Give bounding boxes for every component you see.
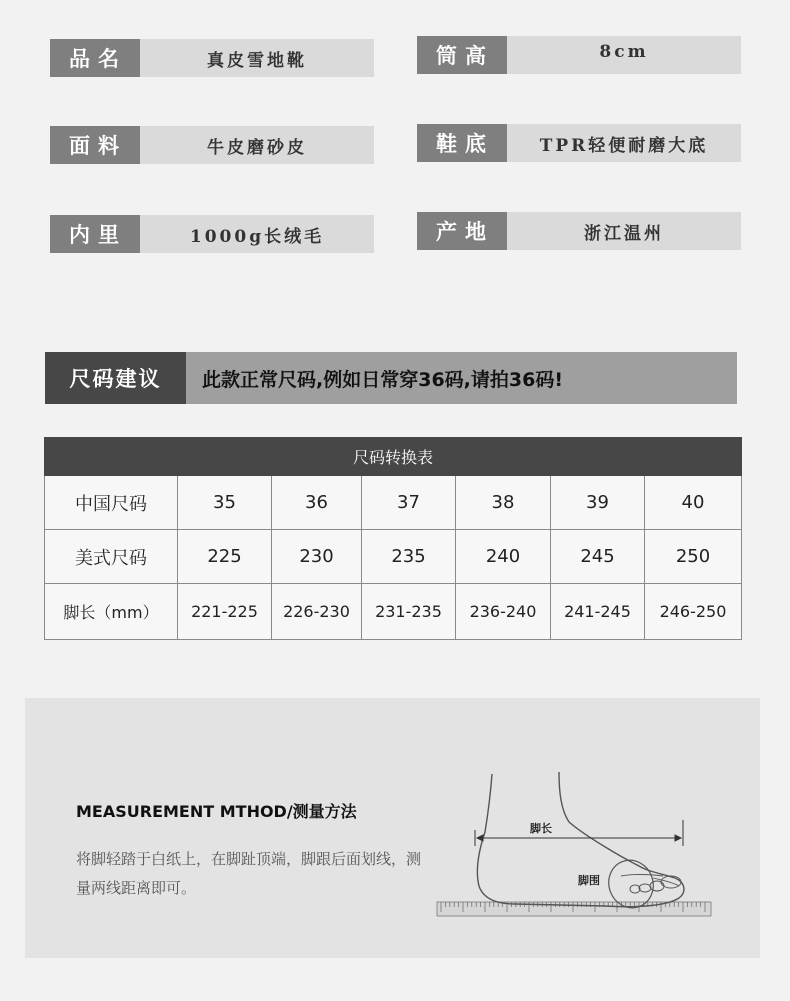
row-header: 脚长（mm） bbox=[45, 584, 178, 640]
spec-row-name bbox=[50, 39, 374, 77]
spec-row-shaft-height bbox=[417, 36, 741, 74]
measurement-title: MEASUREMENT MTHOD/测量方法 bbox=[76, 802, 357, 821]
table-cell: 225 bbox=[178, 530, 272, 584]
table-row bbox=[45, 530, 742, 584]
foot-measurement-illustration bbox=[435, 770, 715, 930]
spec-row-origin bbox=[417, 212, 741, 250]
spec-row-material bbox=[50, 126, 374, 164]
table-title: 尺码转换表 bbox=[45, 438, 742, 476]
spec-value: 1000g长绒毛 bbox=[140, 215, 374, 253]
table-cell: 231-235 bbox=[362, 584, 456, 640]
row-header: 美式尺码 bbox=[45, 530, 178, 584]
spec-value: 浙江温州 bbox=[507, 212, 741, 250]
spec-label: 品名 bbox=[50, 39, 140, 77]
size-advice-label: 尺码建议 bbox=[45, 352, 186, 404]
table-cell: 35 bbox=[178, 476, 272, 530]
table-cell: 245 bbox=[551, 530, 645, 584]
size-advice-text: 此款正常尺码,例如日常穿36码,请拍36码! bbox=[186, 352, 737, 404]
table-row bbox=[45, 584, 742, 640]
measurement-description: 将脚轻踏于白纸上，在脚趾顶端，脚跟后面划线，测量两线距离即可。 bbox=[76, 850, 422, 897]
table-cell: 39 bbox=[551, 476, 645, 530]
table-cell: 235 bbox=[362, 530, 456, 584]
table-cell: 230 bbox=[272, 530, 362, 584]
spec-label: 内里 bbox=[50, 215, 140, 253]
measurement-panel bbox=[25, 698, 760, 958]
spec-label: 产地 bbox=[417, 212, 507, 250]
table-cell: 241-245 bbox=[551, 584, 645, 640]
foot-length-label: 脚长 bbox=[530, 822, 552, 835]
table-cell: 240 bbox=[456, 530, 551, 584]
table-cell: 226-230 bbox=[272, 584, 362, 640]
spec-value: 牛皮磨砂皮 bbox=[140, 126, 374, 164]
table-cell: 40 bbox=[645, 476, 742, 530]
size-conversion-table bbox=[44, 437, 742, 640]
table-cell: 36 bbox=[272, 476, 362, 530]
spec-value: 8cm bbox=[507, 36, 741, 74]
table-cell: 221-225 bbox=[178, 584, 272, 640]
spec-value: TPR轻便耐磨大底 bbox=[507, 124, 741, 162]
ruler-icon bbox=[437, 902, 711, 916]
table-row bbox=[45, 476, 742, 530]
table-cell: 236-240 bbox=[456, 584, 551, 640]
spec-row-sole bbox=[417, 124, 741, 162]
spec-label: 鞋底 bbox=[417, 124, 507, 162]
row-header: 中国尺码 bbox=[45, 476, 178, 530]
foot-girth-label: 脚围 bbox=[578, 874, 600, 887]
table-cell: 250 bbox=[645, 530, 742, 584]
spec-value: 真皮雪地靴 bbox=[140, 39, 374, 77]
table-cell: 38 bbox=[456, 476, 551, 530]
spec-row-lining bbox=[50, 215, 374, 253]
spec-label: 筒高 bbox=[417, 36, 507, 74]
length-arrow-icon bbox=[475, 820, 683, 846]
spec-label: 面料 bbox=[50, 126, 140, 164]
table-cell: 37 bbox=[362, 476, 456, 530]
size-advice-bar bbox=[45, 352, 737, 404]
table-cell: 246-250 bbox=[645, 584, 742, 640]
